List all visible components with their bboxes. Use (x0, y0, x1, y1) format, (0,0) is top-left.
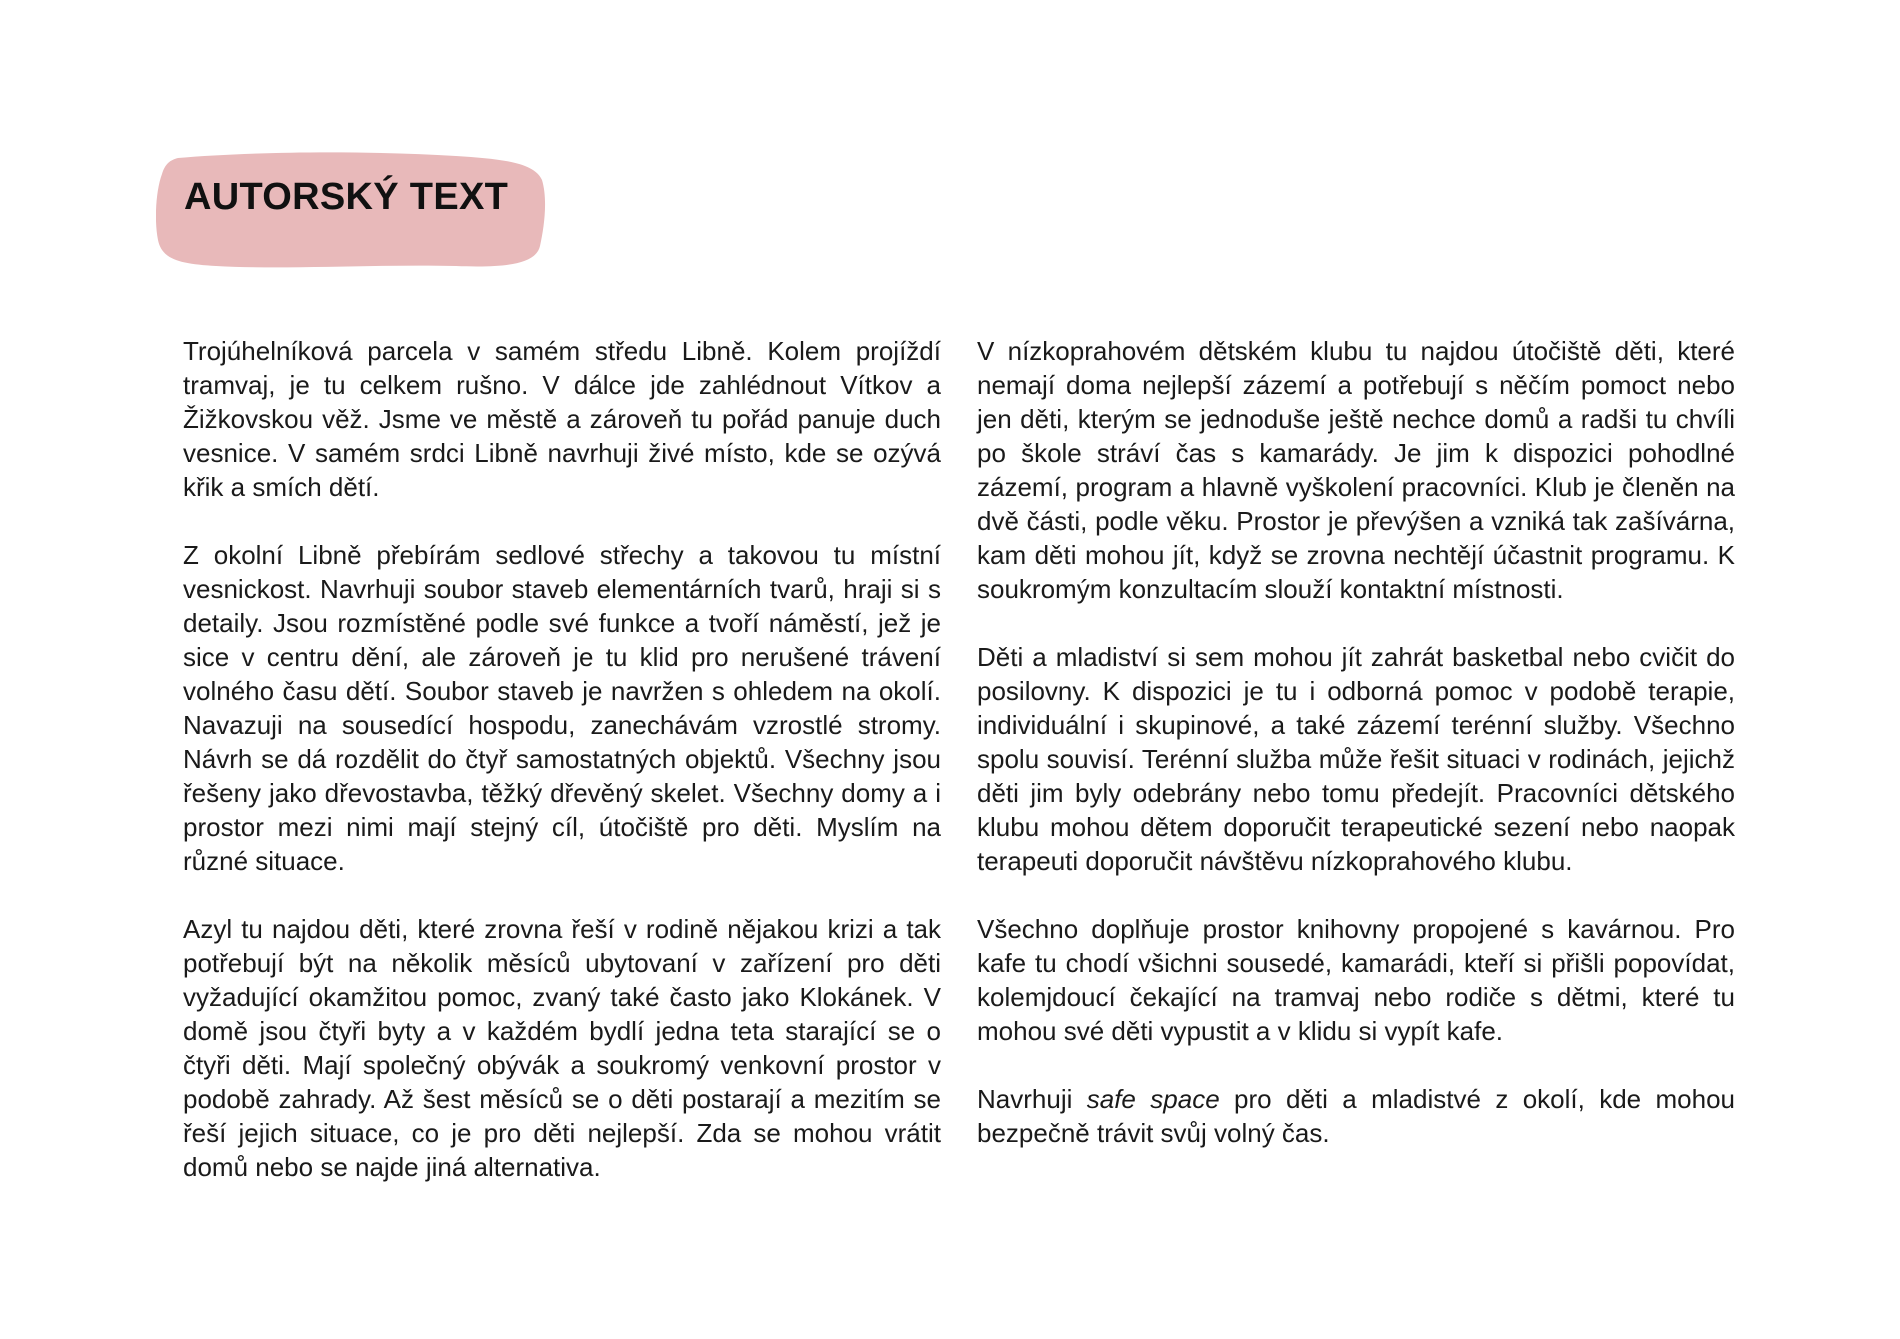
closing-text-end: pro děti a mladistvé z okolí, kde mohou bezpečně trávit svůj volný čas. (977, 1084, 1736, 1148)
paragraph: Děti a mladiství si sem mohou jít zahrát basketbal nebo cvičit do posilovny. K dispozici je tu i odborná pomoc v podobě terapie, individuální i skupinové, a také zázemí terénní služby. Všechno spolu souvisí. Terénní služba může řešit situaci v rodinách, jejichž děti jim byly odebrány nebo tomu předejít. Pracovníci dětského klubu mohou dětem doporučit terapeutické sezení nebo naopak terapeuti doporučit návštěvu nízkoprahového klubu. (977, 642, 1735, 876)
paragraph: Trojúhelníková parcela v samém středu Libně. Kolem projíždí tramvaj, je tu celkem rušno. V dálce jde zahlédnout Vítkov a Žižkovskou věž. Jsme ve městě a zároveň tu pořád panuje duch vesnice. V samém srdci Libně navrhuji živé místo, kde se ozývá křik a smích dětí. (183, 336, 941, 502)
left-text-column (183, 334, 941, 1184)
closing-paragraph (977, 1082, 1735, 1150)
closing-emphasis: safe space (1086, 1084, 1220, 1114)
paragraph: Z okolní Libně přebírám sedlové střechy a takovou tu místní vesnickost. Navrhuji soubor staveb elementárních tvarů, hraji si s detaily. Jsou rozmístěné podle své funkce a tvoří náměstí, jež je sice v centru dění, ale zároveň je tu klid pro nerušené trávení volného času dětí. Soubor staveb je navržen s ohledem na okolí. Navazuji na sousedící hospodu, zanechávám vzrostlé stromy. Návrh se dá rozdělit do čtyř samostatných objektů. Všechny jsou řešeny jako dřevostavba, těžký dřevěný skelet. Všechny domy a i prostor mezi nimi mají stejný cíl, útočiště pro děti. Myslím na různé situace. (183, 540, 941, 876)
paragraph: Všechno doplňuje prostor knihovny propojené s kavárnou. Pro kafe tu chodí všichni sousedé, kamarádi, kteří si přišli popovídat, kolemjdoucí čekající na tramvaj nebo rodiče s dětmi, které tu mohou své děti vypustit a v klidu si vypít kafe. (977, 914, 1735, 1046)
right-text-column (977, 334, 1735, 1150)
paragraph: V nízkoprahovém dětském klubu tu najdou útočiště děti, které nemají doma nejlepší zázemí a potřebují s něčím pomoct nebo jen děti, kterým se jednoduše ještě nechce domů a radši tu chvíli po škole stráví čas s kamarády. Je jim k dispozici pohodlné zázemí, program a hlavně vyškolení pracovníci. Klub je členěn na dvě části, podle věku. Prostor je převýšen a vzniká tak zašívárna, kam děti mohou jít, když se zrovna nechtějí účastnit programu. K soukromým konzultacím slouží kontaktní místnosti. (977, 336, 1735, 604)
title-banner (156, 150, 546, 272)
page-title: AUTORSKÝ TEXT (184, 176, 509, 218)
closing-text-start: Navrhuji (977, 1084, 1087, 1114)
paragraph: Azyl tu najdou děti, které zrovna řeší v rodině nějakou krizi a tak potřebují být na několik měsíců ubytovaní v zařízení pro děti vyžadující okamžitou pomoc, zvaný také často jako Klokánek. V domě jsou čtyři byty a v každém bydlí jedna teta starající se o čtyři děti. Mají společný obývák a soukromý venkovní prostor v podobě zahrady. Až šest měsíců se o děti postarají a mezitím se řeší jejich situace, co je pro děti nejlepší. Zda se mohou vrátit domů nebo se najde jiná alternativa. (183, 914, 941, 1182)
